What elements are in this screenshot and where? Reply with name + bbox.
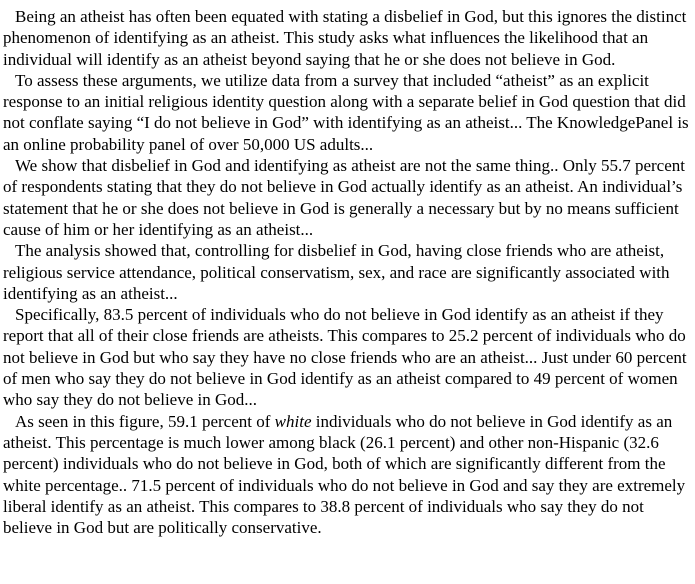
race-text-after: individuals who do not believe in God identify as an atheist. This percentage is much lower among black (26.1 percent) and other non-Hispanic (32.6 percent) individuals who do not believe in God, both of which are significantly different from the white percentage.. 71.5 percent of individuals who do not believe in God and say they are extremely liberal identify as an atheist. This compares to 38.8 percent of individuals who say they do not believe in God but are politically conservative.	[3, 411, 686, 538]
paragraph-race-and-politics	[3, 411, 691, 539]
paragraph-methods: To assess these arguments, we utilize data from a survey that included “atheist” as an explicit response to an initial religious identity question along with a separate belief in God question that did not conflate saying “I do not believe in God” with identifying as an atheist... The KnowledgePanel is an online probability panel of over 50,000 US adults...	[3, 70, 689, 154]
race-text-before: As seen in this figure, 59.1 percent of	[15, 411, 275, 431]
paragraph-friends-and-sex: Specifically, 83.5 percent of individuals who do not believe in God identify as an atheist if they report that all of their close friends are atheists. This compares to 25.2 percent of individuals who do not believe in God but who say they have no close friends who are an atheist... Just under 60 percent of men who say they do not believe in God identify as an atheist compared to 49 percent of women who say they do not believe in God...	[3, 305, 687, 410]
paragraph-disbelief-vs-identity: We show that disbelief in God and identifying as atheist are not the same thing.. Only 55.7 percent of respondents stating that they do not believe in God actually identify as an atheist. An individual’s statement that he or she does not believe in God is generally a necessary but by no means sufficient cause of him or her identifying as an atheist...	[3, 156, 685, 239]
race-text-italic: white	[274, 411, 312, 431]
paragraph-analysis: The analysis showed that, controlling for disbelief in God, having close friends who are atheist, religious service attendance, political conservatism, sex, and race are significantly associated with identifying as an atheist...	[3, 241, 670, 303]
paragraph-intro: Being an atheist has often been equated with stating a disbelief in God, but this ignores the distinct phenomenon of identifying as an atheist. This study asks what influences the likelihood that an individual will identify as an atheist beyond saying that he or she does not believe in God.	[3, 7, 687, 69]
